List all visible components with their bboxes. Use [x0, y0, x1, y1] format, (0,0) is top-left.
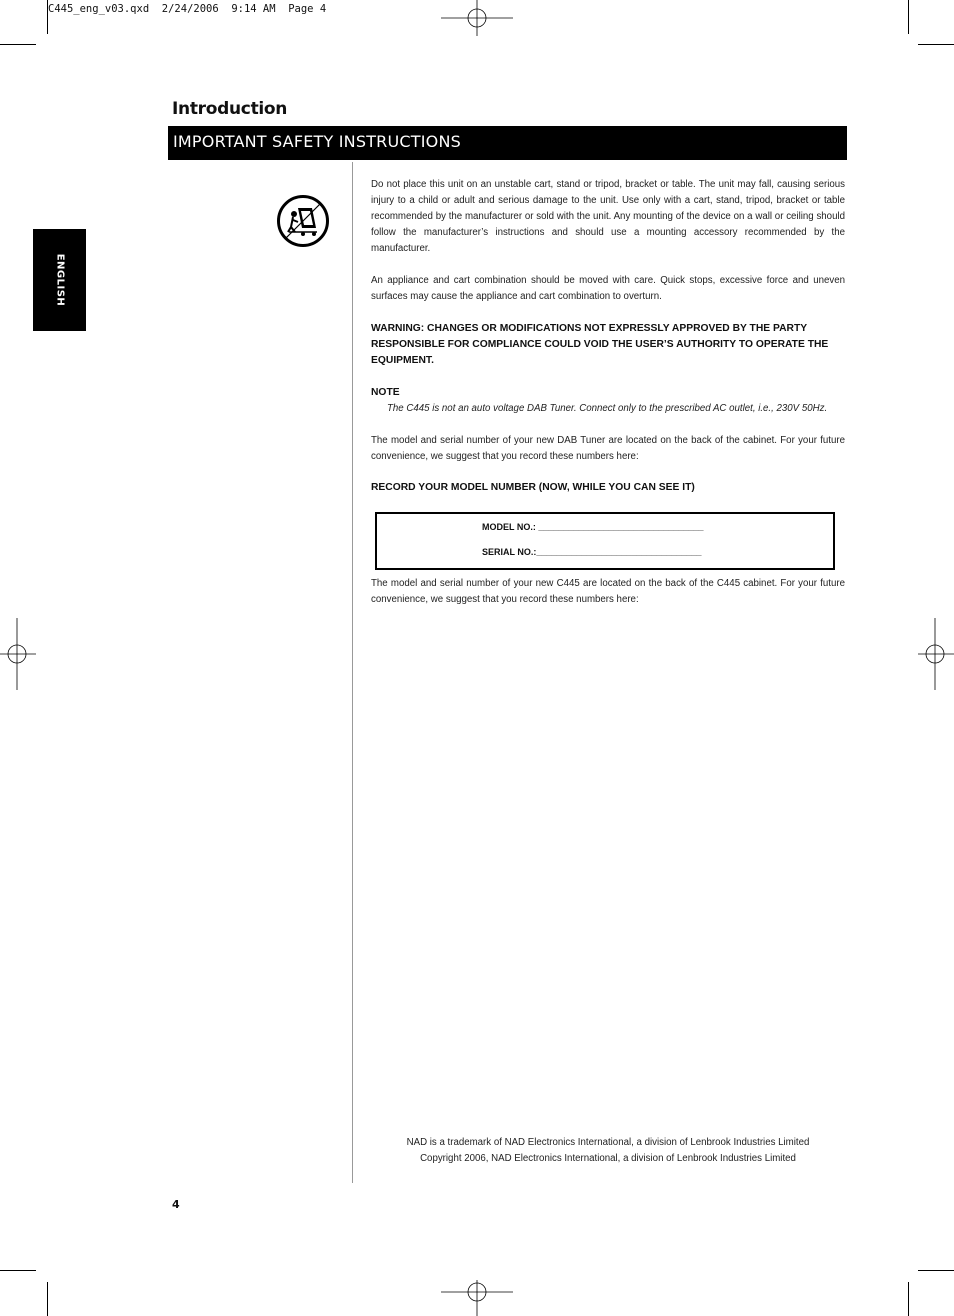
- note-body: The C445 is not an auto voltage DAB Tuner. Connect only to the prescribed AC outlet, i.e., 230V 50Hz.: [387, 403, 828, 414]
- note-heading: NOTE: [371, 387, 400, 398]
- registration-mark-left: [0, 618, 36, 690]
- header-bar: [168, 126, 847, 160]
- language-tab-label: ENGLISH: [54, 253, 65, 307]
- model-serial-paragraph: The model and serial number of your new DAB Tuner are located on the back of the cabinet. For your future convenience, we suggest that you record these numbers here:: [371, 435, 845, 462]
- cart-tip-over-warning-icon: [276, 194, 330, 248]
- footer-copyright: Copyright 2006, NAD Electronics International, a division of Lenbrook Industries Limited: [420, 1153, 796, 1164]
- cart-combination-paragraph: An appliance and cart combination should be moved with care. Quick stops, excessive force and uneven surfaces may cause the appliance and cart combination to overturn.: [371, 275, 845, 302]
- serial-number-field: SERIAL NO.:_________________________________: [482, 547, 702, 557]
- record-box: [375, 512, 835, 570]
- warning-paragraph: WARNING: CHANGES OR MODIFICATIONS NOT EXPRESSLY APPROVED BY THE PARTY RESPONSIBLE FOR COMPLIANCE COULD VOID THE USER’S AUTHORITY TO OPERATE THE EQUIPMENT.: [371, 323, 829, 366]
- print-slug: C445_eng_v03.qxd 2/24/2006 9:14 AM Page 4: [48, 3, 327, 15]
- section-title: Introduction: [172, 99, 288, 119]
- registration-mark-right: [918, 618, 954, 690]
- model-number-field: MODEL NO.: _________________________________: [482, 522, 704, 532]
- header-bar-title: IMPORTANT SAFETY INSTRUCTIONS: [173, 132, 461, 151]
- record-heading: RECORD YOUR MODEL NUMBER (NOW, WHILE YOU CAN SEE IT): [371, 482, 695, 493]
- registration-mark-bottom: [441, 1280, 513, 1316]
- registration-mark-top: [441, 0, 513, 36]
- page-number: 4: [172, 1198, 180, 1211]
- footer-trademark: NAD is a trademark of NAD Electronics International, a division of Lenbrook Industries Limited: [406, 1137, 810, 1148]
- column-divider: [352, 162, 353, 1183]
- cart-warning-paragraph: Do not place this unit on an unstable cart, stand or tripod, bracket or table. The unit may fall, causing serious injury to a child or adult and serious damage to the unit. Use only with a cart, stand, tripod, bracket or table recommended by the manufacturer or sold with the unit. Any mounting of the device on a wall or ceiling should follow the manufacturer’s instructions and should use a mounting accessory recommended by the manufacturer.: [371, 179, 845, 254]
- language-tab: [33, 229, 86, 331]
- model-serial-paragraph-2: The model and serial number of your new C445 are located on the back of the C445 cabinet. For your future convenience, we suggest that you record these numbers here:: [371, 578, 845, 605]
